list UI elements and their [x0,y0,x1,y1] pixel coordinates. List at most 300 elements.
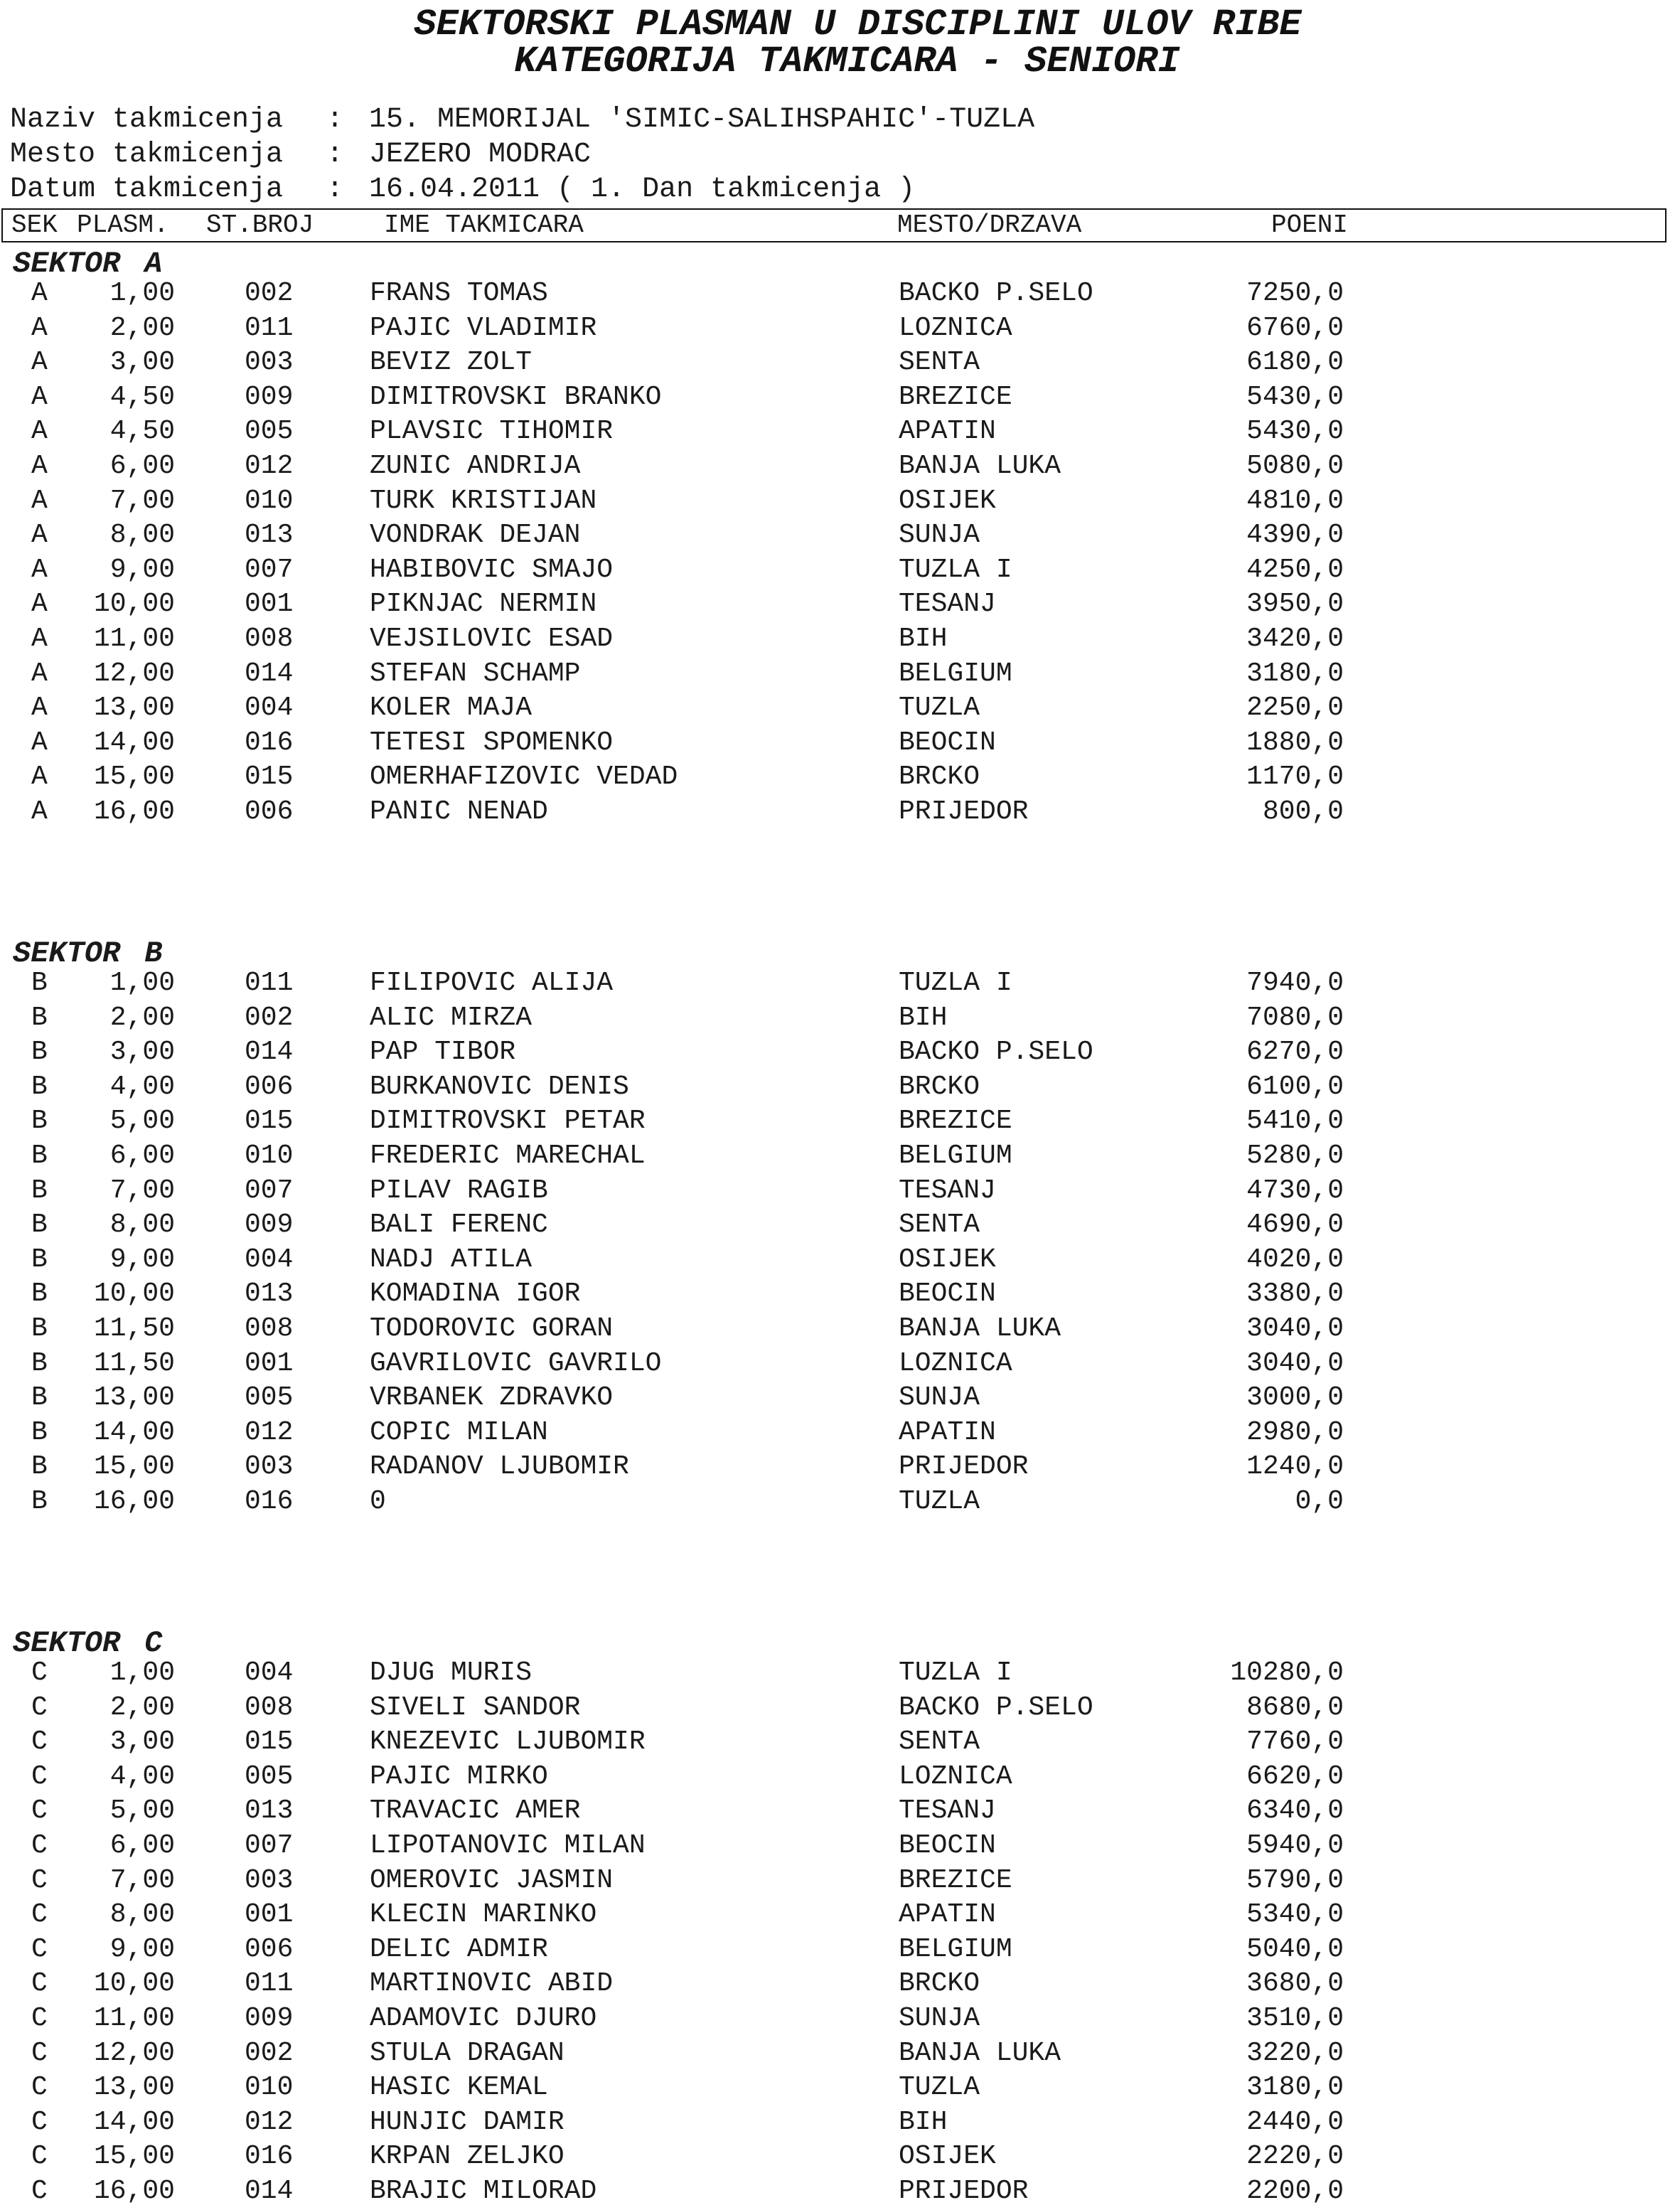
row-start-number: 002 [245,278,294,309]
row-points: 3380,0 [1246,1279,1344,1310]
header-ime-takmicara: IME TAKMICARA [384,210,584,240]
row-sector: A [31,347,48,378]
row-city-country: TESANJ [899,589,996,620]
row-start-number: 014 [245,2176,294,2206]
row-competitor-name: STULA DRAGAN [370,2037,565,2068]
row-sector: B [31,1313,48,1344]
meta-colon: : [326,139,344,171]
table-header [1,208,1666,242]
table-row [0,1276,1680,1311]
row-city-country: LOZNICA [899,1347,1012,1379]
meta-value: JEZERO MODRAC [369,139,592,171]
table-row [0,725,1680,760]
row-sector: A [31,762,48,793]
row-start-number: 003 [245,347,294,378]
sector-label: SEKTOR [13,936,121,971]
meta-label: Naziv takmicenja [10,104,284,136]
row-start-number: 015 [245,1106,294,1137]
table-row [0,1104,1680,1138]
row-start-number: 003 [245,1864,294,1896]
row-points: 4250,0 [1246,554,1344,585]
row-start-number: 013 [245,1279,294,1310]
row-points: 3000,0 [1246,1382,1344,1414]
row-competitor-name: NADJ ATILA [370,1244,533,1275]
row-points: 5040,0 [1246,1933,1344,1965]
row-points: 2980,0 [1246,1416,1344,1448]
row-start-number: 008 [245,624,294,654]
table-row [0,1242,1680,1277]
row-competitor-name: ZUNIC ANDRIJA [370,451,581,481]
row-start-number: 007 [245,1830,294,1861]
row-competitor-name: OMERHAFIZOVIC VEDAD [370,762,678,793]
row-sector: B [31,968,48,998]
row-competitor-name: STEFAN SCHAMP [370,658,581,689]
row-points: 4020,0 [1246,1244,1344,1275]
row-points: 4390,0 [1246,520,1344,551]
header-plasman: PLASM. [77,210,169,240]
row-competitor-name: KRPAN ZELJKO [370,2141,565,2172]
row-competitor-name: OMEROVIC JASMIN [370,1864,614,1896]
row-city-country: BRCKO [899,1968,980,2000]
row-city-country: BRCKO [899,762,980,793]
table-row [0,1035,1680,1069]
row-start-number: 002 [245,2037,294,2068]
table-row [0,380,1680,415]
row-placement: 14,00 [93,1416,175,1448]
table-row [0,1932,1680,1967]
row-sector: A [31,520,48,551]
row-points: 1880,0 [1246,727,1344,758]
row-start-number: 013 [245,520,294,551]
row-city-country: PRIJEDOR [899,796,1029,827]
row-sector: A [31,554,48,585]
row-sector: B [31,1244,48,1275]
row-placement: 8,00 [109,1899,175,1931]
row-competitor-name: BALI FERENC [370,1210,548,1241]
row-placement: 7,00 [109,1175,175,1206]
row-sector: C [31,1864,48,1896]
row-competitor-name: GAVRILOVIC GAVRILO [370,1347,662,1379]
row-competitor-name: VONDRAK DEJAN [370,520,581,551]
row-start-number: 008 [245,1313,294,1344]
table-row [0,587,1680,621]
row-sector: C [31,1933,48,1965]
row-competitor-name: VEJSILOVIC ESAD [370,624,614,654]
row-placement: 11,50 [93,1313,175,1344]
row-city-country: BACKO P.SELO [899,278,1093,309]
row-points: 5940,0 [1246,1830,1344,1861]
table-row [0,2174,1680,2209]
row-city-country: OSIJEK [899,2141,996,2172]
row-competitor-name: HABIBOVIC SMAJO [370,554,614,585]
row-city-country: TUZLA I [899,554,1012,585]
row-placement: 9,00 [109,554,175,585]
row-points: 4690,0 [1246,1210,1344,1241]
row-points: 3220,0 [1246,2037,1344,2068]
row-start-number: 006 [245,1933,294,1965]
row-city-country: TESANJ [899,1175,996,1206]
row-sector: B [31,1071,48,1102]
row-sector: A [31,589,48,620]
row-competitor-name: FILIPOVIC ALIJA [370,968,614,998]
sector-letter: B [144,936,163,971]
row-start-number: 011 [245,968,294,998]
row-points: 6760,0 [1246,312,1344,343]
row-points: 3510,0 [1246,2003,1344,2034]
row-city-country: APATIN [899,1416,996,1448]
row-sector: C [31,1899,48,1931]
table-row [0,621,1680,656]
table-row [0,690,1680,725]
row-sector: A [31,727,48,758]
table-row [0,1415,1680,1450]
row-points: 1170,0 [1246,762,1344,793]
row-competitor-name: SIVELI SANDOR [370,1692,581,1723]
row-points: 5430,0 [1246,416,1344,447]
row-city-country: OSIJEK [899,1244,996,1275]
table-row [0,1449,1680,1484]
row-sector: A [31,416,48,447]
row-placement: 3,00 [109,347,175,378]
row-city-country: LOZNICA [899,312,1012,343]
header-sek: SEK [11,210,58,240]
row-placement: 12,00 [93,658,175,689]
row-points: 4730,0 [1246,1175,1344,1206]
row-sector: C [31,2037,48,2068]
meta-value: 15. MEMORIJAL 'SIMIC-SALIHSPAHIC'-TUZLA [369,104,1035,136]
row-city-country: BIH [899,624,948,654]
row-start-number: 008 [245,1692,294,1723]
row-competitor-name: KNEZEVIC LJUBOMIR [370,1726,646,1758]
table-row [0,484,1680,518]
row-points: 3040,0 [1246,1347,1344,1379]
row-placement: 9,00 [109,1244,175,1275]
row-placement: 1,00 [109,278,175,309]
table-row [0,449,1680,484]
row-sector: B [31,1416,48,1448]
row-city-country: BRCKO [899,1071,980,1102]
row-sector: B [31,1486,48,1517]
table-row [0,1724,1680,1759]
row-competitor-name: KOMADINA IGOR [370,1279,581,1310]
row-placement: 2,00 [109,1002,175,1033]
table-row [0,2036,1680,2071]
row-city-country: TUZLA I [899,968,1012,998]
row-sector: C [31,2072,48,2103]
meta-competition-place [10,139,591,171]
row-points: 2440,0 [1246,2106,1344,2137]
document-title: SEKTORSKI PLASMAN U DISCIPLINI ULOV RIBE [414,4,1302,46]
row-competitor-name: KLECIN MARINKO [370,1899,597,1931]
row-placement: 1,00 [109,968,175,998]
row-city-country: BELGIUM [899,1933,1012,1965]
table-row [0,311,1680,346]
row-points: 3680,0 [1246,1968,1344,2000]
row-city-country: BANJA LUKA [899,2037,1061,2068]
row-start-number: 015 [245,1726,294,1758]
document-subtitle: KATEGORIJA TAKMICARA - SENIORI [514,41,1180,82]
row-points: 5080,0 [1246,451,1344,481]
row-start-number: 009 [245,2003,294,2034]
row-placement: 8,00 [109,1210,175,1241]
row-start-number: 014 [245,658,294,689]
row-points: 8680,0 [1246,1692,1344,1723]
row-competitor-name: 0 [370,1486,386,1517]
table-row [0,1207,1680,1242]
row-points: 5430,0 [1246,381,1344,412]
header-mesto-drzava: MESTO/DRZAVA [897,210,1082,240]
table-row [0,276,1680,311]
row-competitor-name: DELIC ADMIR [370,1933,548,1965]
row-points: 7940,0 [1246,968,1344,998]
row-sector: B [31,1279,48,1310]
row-competitor-name: PAP TIBOR [370,1037,516,1068]
row-city-country: BANJA LUKA [899,1313,1061,1344]
row-start-number: 012 [245,2106,294,2137]
row-start-number: 004 [245,1658,294,1688]
row-points: 7080,0 [1246,1002,1344,1033]
row-city-country: SENTA [899,347,980,378]
row-placement: 13,00 [93,1382,175,1414]
row-sector: C [31,2141,48,2172]
row-placement: 7,00 [109,1864,175,1896]
row-placement: 10,00 [93,589,175,620]
row-competitor-name: HASIC KEMAL [370,2072,548,2103]
row-sector: B [31,1175,48,1206]
row-sector: C [31,1830,48,1861]
table-row [0,1759,1680,1794]
row-city-country: BELGIUM [899,1141,1012,1171]
row-points: 2220,0 [1246,2141,1344,2172]
row-sector: C [31,1692,48,1723]
row-sector: C [31,1726,48,1758]
row-start-number: 005 [245,1382,294,1414]
row-placement: 4,00 [109,1071,175,1102]
row-start-number: 006 [245,796,294,827]
row-placement: 2,00 [109,312,175,343]
row-start-number: 011 [245,312,294,343]
table-row [0,552,1680,587]
row-start-number: 009 [245,381,294,412]
row-sector: C [31,1968,48,2000]
row-start-number: 015 [245,762,294,793]
row-city-country: BELGIUM [899,658,1012,689]
row-city-country: BANJA LUKA [899,451,1061,481]
table-row [0,345,1680,380]
row-placement: 9,00 [109,1933,175,1965]
sector-label: SEKTOR [13,1626,121,1660]
row-city-country: BREZICE [899,381,1012,412]
table-row [0,2105,1680,2140]
row-start-number: 004 [245,1244,294,1275]
row-placement: 5,00 [109,1106,175,1137]
row-points: 6180,0 [1246,347,1344,378]
row-placement: 10,00 [93,1968,175,2000]
row-points: 5340,0 [1246,1899,1344,1931]
table-row [0,1690,1680,1725]
row-points: 5280,0 [1246,1141,1344,1171]
row-city-country: LOZNICA [899,1761,1012,1792]
row-points: 7760,0 [1246,1726,1344,1758]
row-city-country: TUZLA I [899,1658,1012,1688]
table-row [0,1346,1680,1381]
row-competitor-name: KOLER MAJA [370,693,533,724]
row-points: 3420,0 [1246,624,1344,654]
row-placement: 5,00 [109,1795,175,1827]
row-points: 1240,0 [1246,1451,1344,1483]
row-placement: 6,00 [109,1141,175,1171]
row-start-number: 016 [245,2141,294,2172]
row-city-country: PRIJEDOR [899,2176,1029,2206]
row-sector: C [31,1761,48,1792]
row-competitor-name: DIMITROVSKI BRANKO [370,381,662,412]
row-city-country: BEOCIN [899,727,996,758]
row-points: 3950,0 [1246,589,1344,620]
row-placement: 13,00 [93,693,175,724]
table-row [0,518,1680,552]
row-competitor-name: FREDERIC MARECHAL [370,1141,646,1171]
row-competitor-name: TETESI SPOMENKO [370,727,614,758]
row-start-number: 001 [245,1347,294,1379]
table-row [0,2001,1680,2036]
row-city-country: BEOCIN [899,1279,996,1310]
row-city-country: BREZICE [899,1864,1012,1896]
row-start-number: 007 [245,1175,294,1206]
row-competitor-name: HUNJIC DAMIR [370,2106,565,2137]
row-competitor-name: TURK KRISTIJAN [370,485,597,516]
row-sector: C [31,2003,48,2034]
row-city-country: TUZLA [899,693,980,724]
meta-label: Datum takmicenja [10,174,284,205]
row-points: 2200,0 [1246,2176,1344,2206]
row-start-number: 005 [245,1761,294,1792]
row-sector: A [31,624,48,654]
row-sector: C [31,2176,48,2206]
row-points: 3180,0 [1246,658,1344,689]
row-competitor-name: BEVIZ ZOLT [370,347,533,378]
row-city-country: BEOCIN [899,1830,996,1861]
row-competitor-name: DIMITROVSKI PETAR [370,1106,646,1137]
row-start-number: 007 [245,554,294,585]
row-competitor-name: FRANS TOMAS [370,278,548,309]
table-row [0,1138,1680,1173]
table-row [0,1000,1680,1035]
row-city-country: SUNJA [899,1382,980,1414]
row-placement: 16,00 [93,1486,175,1517]
row-sector: B [31,1141,48,1171]
row-start-number: 011 [245,1968,294,2000]
row-start-number: 016 [245,727,294,758]
table-row [0,656,1680,691]
row-sector: C [31,2106,48,2137]
row-placement: 14,00 [93,2106,175,2137]
row-city-country: SENTA [899,1210,980,1241]
sector-letter: C [144,1626,163,1660]
row-placement: 3,00 [109,1726,175,1758]
row-placement: 14,00 [93,727,175,758]
row-competitor-name: COPIC MILAN [370,1416,548,1448]
row-city-country: BACKO P.SELO [899,1037,1093,1068]
row-placement: 6,00 [109,451,175,481]
row-placement: 11,00 [93,2003,175,2034]
row-competitor-name: PANIC NENAD [370,796,548,827]
row-competitor-name: PILAV RAGIB [370,1175,548,1206]
row-points: 6100,0 [1246,1071,1344,1102]
table-row [0,1897,1680,1932]
table-row [0,1173,1680,1208]
row-placement: 11,50 [93,1347,175,1379]
row-city-country: APATIN [899,416,996,447]
table-row [0,1828,1680,1863]
row-city-country: BIH [899,2106,948,2137]
row-points: 800,0 [1262,796,1344,827]
row-sector: A [31,312,48,343]
row-placement: 12,00 [93,2037,175,2068]
row-points: 10280,0 [1230,1658,1344,1688]
sector-label: SEKTOR [13,247,121,281]
row-sector: A [31,485,48,516]
row-sector: B [31,1451,48,1483]
table-row [0,2139,1680,2174]
row-start-number: 010 [245,2072,294,2103]
row-city-country: SENTA [899,1726,980,1758]
table-row [0,1863,1680,1898]
row-competitor-name: BRAJIC MILORAD [370,2176,597,2206]
row-placement: 16,00 [93,796,175,827]
meta-competition-date [10,174,915,206]
row-sector: B [31,1382,48,1414]
table-row [0,1484,1680,1519]
row-city-country: SUNJA [899,520,980,551]
row-placement: 4,50 [109,416,175,447]
row-sector: A [31,381,48,412]
row-city-country: APATIN [899,1899,996,1931]
table-row [0,1793,1680,1828]
row-sector: B [31,1347,48,1379]
table-row [0,1069,1680,1104]
row-placement: 1,00 [109,1658,175,1688]
table-row [0,794,1680,829]
row-competitor-name: ADAMOVIC DJURO [370,2003,597,2034]
row-sector: C [31,1658,48,1688]
table-row [0,414,1680,449]
row-city-country: OSIJEK [899,485,996,516]
header-st-broj: ST.BROJ [206,210,314,240]
row-competitor-name: PAJIC MIRKO [370,1761,548,1792]
row-points: 7250,0 [1246,278,1344,309]
row-competitor-name: VRBANEK ZDRAVKO [370,1382,614,1414]
row-sector: B [31,1210,48,1241]
row-start-number: 009 [245,1210,294,1241]
table-row [0,1966,1680,2001]
row-city-country: BIH [899,1002,948,1033]
row-sector: B [31,1037,48,1068]
row-sector: B [31,1002,48,1033]
row-placement: 2,00 [109,1692,175,1723]
row-placement: 8,00 [109,520,175,551]
row-points: 4810,0 [1246,485,1344,516]
row-start-number: 016 [245,1486,294,1517]
row-points: 6620,0 [1246,1761,1344,1792]
row-sector: A [31,658,48,689]
row-city-country: PRIJEDOR [899,1451,1029,1483]
row-placement: 3,00 [109,1037,175,1068]
row-placement: 7,00 [109,485,175,516]
meta-label: Mesto takmicenja [10,139,284,171]
table-row [0,1655,1680,1690]
row-competitor-name: ALIC MIRZA [370,1002,533,1033]
table-row [0,2070,1680,2105]
